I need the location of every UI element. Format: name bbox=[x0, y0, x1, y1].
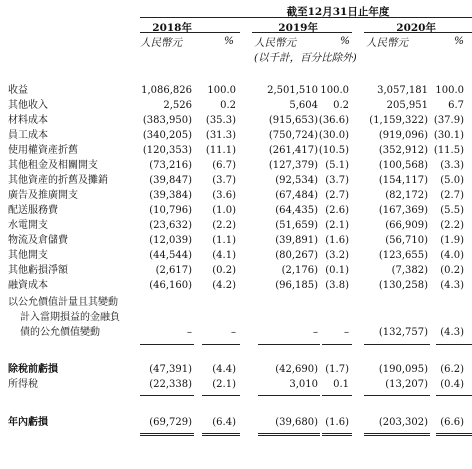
year-2019-header: 2019年 bbox=[278, 22, 318, 34]
table-row bbox=[0, 173, 472, 188]
cell-2020-percent: (3.3) bbox=[440, 160, 464, 171]
total-double-rule bbox=[436, 433, 472, 436]
fv-item-line-1 bbox=[0, 295, 472, 310]
cell-2020-percent: (5.5) bbox=[440, 205, 464, 216]
cell-2018-percent: (35.3) bbox=[205, 115, 236, 126]
cell-2019-amount: (96,185) bbox=[275, 280, 318, 291]
subtotal-rule bbox=[140, 344, 194, 345]
subtotal-rule bbox=[258, 395, 320, 396]
cell-2018-percent: (3.7) bbox=[212, 175, 236, 186]
cell-2019-amount: (42,690) bbox=[275, 364, 318, 375]
subtotal-rule bbox=[322, 395, 352, 396]
subtotal-rule bbox=[258, 344, 320, 345]
row-label: 其他虧損淨額 bbox=[8, 265, 68, 276]
cell-2020-amount: (352,912) bbox=[378, 145, 428, 156]
year-2019-rule bbox=[252, 32, 352, 33]
table-row bbox=[0, 233, 472, 248]
cell-2018-amount: (120,353) bbox=[142, 145, 192, 156]
table-row bbox=[0, 248, 472, 263]
cell-2019-amount: 5,604 bbox=[289, 100, 318, 111]
cell-2020-amount: (130,258) bbox=[378, 280, 428, 291]
cell-2019-percent: (10.5) bbox=[318, 145, 349, 156]
table-row bbox=[0, 203, 472, 218]
cell-2020-amount: (167,369) bbox=[378, 205, 428, 216]
cell-2020-percent: (4.3) bbox=[440, 280, 464, 291]
row-label: 年內虧損 bbox=[8, 417, 48, 428]
cell-2020-amount: (1,159,322) bbox=[369, 115, 428, 126]
cell-2020-amount: (132,757) bbox=[378, 327, 428, 338]
row-label: 融資成本 bbox=[8, 280, 48, 291]
row-label: 收益 bbox=[8, 85, 28, 96]
cell-2019-percent: (5.1) bbox=[325, 160, 349, 171]
cell-2019-amount: (127,379) bbox=[268, 160, 318, 171]
table-row bbox=[0, 188, 472, 203]
subtotal-rule bbox=[202, 344, 240, 345]
cell-2020-amount: (100,568) bbox=[378, 160, 428, 171]
row-label: 債的公允價值變動 bbox=[20, 327, 100, 338]
cell-2018-percent: 0.2 bbox=[220, 100, 236, 111]
cell-2018-amount: (23,632) bbox=[149, 220, 192, 231]
cell-2020-amount: (123,655) bbox=[378, 250, 428, 261]
subtotal-rule bbox=[436, 344, 472, 345]
table-row bbox=[0, 325, 472, 340]
row-label: 配送服務費 bbox=[8, 205, 58, 216]
row-label: 計入當期損益的金融負 bbox=[20, 312, 120, 323]
cell-2018-percent: (2.1) bbox=[212, 379, 236, 390]
table-row bbox=[0, 128, 472, 143]
cell-2019-amount: (750,724) bbox=[268, 130, 318, 141]
cell-2020-percent: 100.0 bbox=[435, 85, 464, 96]
subtotal-rule bbox=[364, 395, 430, 396]
cell-2018-amount: (2,617) bbox=[155, 265, 192, 276]
row-label: 其他開支 bbox=[8, 250, 48, 261]
cell-2019-amount: 3,010 bbox=[289, 379, 318, 390]
cell-2020-percent: (1.9) bbox=[440, 235, 464, 246]
row-label: 除稅前虧損 bbox=[8, 364, 58, 375]
cell-2019-amount: (915,653) bbox=[268, 115, 318, 126]
cell-2020-amount: (66,909) bbox=[385, 220, 428, 231]
row-label: 所得稅 bbox=[8, 379, 38, 390]
cell-2018-percent: 100.0 bbox=[207, 85, 236, 96]
cell-2019-amount: (51,659) bbox=[275, 220, 318, 231]
cell-2019-percent: (2.1) bbox=[325, 220, 349, 231]
cell-2020-amount: (203,302) bbox=[378, 417, 428, 428]
cell-2020-amount: (82,172) bbox=[385, 190, 428, 201]
cell-2019-amount: – bbox=[313, 327, 318, 338]
row-label: 以公允價值計量且其變動 bbox=[8, 297, 118, 308]
cell-2018-amount: (69,729) bbox=[149, 417, 192, 428]
cell-2020-percent: (6.2) bbox=[440, 364, 464, 375]
cell-2019-percent: (2.6) bbox=[325, 205, 349, 216]
cell-2020-amount: (919,096) bbox=[378, 130, 428, 141]
cell-2019-percent: (2.7) bbox=[325, 190, 349, 201]
cell-2020-amount: (190,095) bbox=[378, 364, 428, 375]
table-row bbox=[0, 143, 472, 158]
total-double-rule bbox=[364, 433, 430, 436]
income-tax-row bbox=[0, 377, 472, 392]
cell-2018-amount: (39,384) bbox=[149, 190, 192, 201]
cell-2019-percent: (30.0) bbox=[318, 130, 349, 141]
cell-2018-percent: (1.0) bbox=[212, 205, 236, 216]
row-label: 使用權資產折舊 bbox=[8, 145, 78, 156]
cell-2019-percent: – bbox=[344, 327, 349, 338]
cell-2020-percent: (2.2) bbox=[440, 220, 464, 231]
cell-2019-percent: (1.6) bbox=[325, 235, 349, 246]
year-2020-rule bbox=[364, 32, 472, 33]
cell-2020-percent: (2.7) bbox=[440, 190, 464, 201]
unit-2019-percent: % bbox=[340, 35, 350, 47]
cell-2019-percent: 0.1 bbox=[333, 379, 349, 390]
cell-2020-percent: (0.4) bbox=[440, 379, 464, 390]
total-double-rule bbox=[258, 433, 320, 436]
subtotal-rule bbox=[364, 344, 430, 345]
cell-2019-amount: (2,176) bbox=[281, 265, 318, 276]
cell-2018-amount: – bbox=[187, 327, 192, 338]
cell-2019-percent: (3.7) bbox=[325, 175, 349, 186]
cell-2020-percent: (6.6) bbox=[440, 417, 464, 428]
cell-2018-amount: (22,338) bbox=[149, 379, 192, 390]
cell-2020-amount: (56,710) bbox=[385, 235, 428, 246]
unit-2019-currency: 人民幣元 bbox=[254, 37, 296, 49]
cell-2018-percent: (4.1) bbox=[212, 250, 236, 261]
cell-2019-percent: (0.1) bbox=[325, 265, 349, 276]
cell-2018-amount: 1,086,826 bbox=[141, 85, 192, 96]
table-row bbox=[0, 278, 472, 293]
cell-2018-percent: (31.3) bbox=[205, 130, 236, 141]
cell-2018-amount: (47,391) bbox=[149, 364, 192, 375]
cell-2018-amount: (46,160) bbox=[149, 280, 192, 291]
cell-2018-amount: (383,950) bbox=[142, 115, 192, 126]
unit-2020-currency: 人民幣元 bbox=[366, 37, 408, 49]
cell-2020-percent: (5.0) bbox=[440, 175, 464, 186]
cell-2018-amount: (39,847) bbox=[149, 175, 192, 186]
cell-2018-amount: (10,796) bbox=[149, 205, 192, 216]
cell-2020-amount: (7,382) bbox=[391, 265, 428, 276]
cell-2018-percent: (6.7) bbox=[212, 160, 236, 171]
year-2018-header: 2018年 bbox=[152, 22, 192, 34]
cell-2019-percent: (1.6) bbox=[325, 417, 349, 428]
cell-2018-percent: (0.2) bbox=[212, 265, 236, 276]
cell-2020-amount: 205,951 bbox=[386, 100, 428, 111]
subtotal-rule bbox=[436, 395, 472, 396]
cell-2019-percent: (3.2) bbox=[325, 250, 349, 261]
cell-2018-percent: (4.4) bbox=[212, 364, 236, 375]
cell-2018-percent: – bbox=[231, 327, 236, 338]
cell-2019-percent: 100.0 bbox=[320, 85, 349, 96]
cell-2020-amount: 3,057,181 bbox=[377, 85, 428, 96]
row-label: 材料成本 bbox=[8, 115, 48, 126]
year-2018-rule bbox=[140, 32, 240, 33]
cell-2018-percent: (6.4) bbox=[212, 417, 236, 428]
row-label: 其他收入 bbox=[8, 100, 48, 111]
cell-2020-percent: 6.7 bbox=[448, 100, 464, 111]
row-label: 物流及倉儲費 bbox=[8, 235, 68, 246]
table-row bbox=[0, 113, 472, 128]
unit-2018-percent: % bbox=[224, 35, 234, 47]
cell-2018-percent: (4.2) bbox=[212, 280, 236, 291]
row-label: 水電開支 bbox=[8, 220, 48, 231]
unit-2018-currency: 人民幣元 bbox=[140, 37, 182, 49]
row-label: 其他資產的折舊及攤銷 bbox=[8, 175, 108, 186]
cell-2019-percent: (3.8) bbox=[325, 280, 349, 291]
cell-2020-amount: (13,207) bbox=[385, 379, 428, 390]
cell-2019-percent: 0.2 bbox=[333, 100, 349, 111]
loss-for-year-row bbox=[0, 415, 472, 430]
unit-2020-percent: % bbox=[454, 35, 464, 47]
cell-2019-amount: (64,435) bbox=[275, 205, 318, 216]
cell-2019-amount: (67,484) bbox=[275, 190, 318, 201]
cell-2019-amount: (80,267) bbox=[275, 250, 318, 261]
subtotal-rule bbox=[202, 395, 240, 396]
table-row bbox=[0, 263, 472, 278]
subtotal-rule bbox=[322, 344, 352, 345]
cell-2020-percent: (4.0) bbox=[440, 250, 464, 261]
total-double-rule bbox=[322, 433, 352, 436]
row-label: 廣告及推廣開支 bbox=[8, 190, 78, 201]
subtotal-rule bbox=[140, 395, 194, 396]
cell-2018-amount: (44,544) bbox=[149, 250, 192, 261]
loss-before-tax-row bbox=[0, 362, 472, 377]
table-row bbox=[0, 98, 472, 113]
cell-2019-amount: 2,501,510 bbox=[267, 85, 318, 96]
row-label: 其他租金及相關開支 bbox=[8, 160, 98, 171]
row-label: 員工成本 bbox=[8, 130, 48, 141]
period-rule bbox=[140, 17, 472, 18]
table-row bbox=[0, 158, 472, 173]
cell-2018-percent: (11.1) bbox=[205, 145, 236, 156]
cell-2020-percent: (0.2) bbox=[440, 265, 464, 276]
cell-2018-percent: (2.2) bbox=[212, 220, 236, 231]
total-double-rule bbox=[140, 433, 194, 436]
table-row bbox=[0, 83, 472, 98]
cell-2020-amount: (154,117) bbox=[378, 175, 428, 186]
cell-2018-amount: (73,216) bbox=[149, 160, 192, 171]
cell-2019-amount: (39,680) bbox=[275, 417, 318, 428]
cell-2018-percent: (1.1) bbox=[212, 235, 236, 246]
total-double-rule bbox=[202, 433, 240, 436]
cell-2019-amount: (92,534) bbox=[275, 175, 318, 186]
cell-2019-amount: (39,891) bbox=[275, 235, 318, 246]
cell-2019-amount: (261,417) bbox=[268, 145, 318, 156]
fv-item-line-2 bbox=[0, 310, 472, 325]
cell-2018-amount: 2,526 bbox=[163, 100, 192, 111]
cell-2018-percent: (3.6) bbox=[212, 190, 236, 201]
cell-2019-percent: (1.7) bbox=[325, 364, 349, 375]
cell-2018-amount: (12,039) bbox=[149, 235, 192, 246]
period-header: 截至12月31日止年度 bbox=[286, 6, 390, 18]
cell-2018-amount: (340,205) bbox=[142, 130, 192, 141]
units-note: (以千計，百分比除外) bbox=[254, 52, 357, 64]
cell-2020-percent: (30.1) bbox=[433, 130, 464, 141]
cell-2020-percent: (37.9) bbox=[433, 115, 464, 126]
table-row bbox=[0, 218, 472, 233]
year-2020-header: 2020年 bbox=[396, 22, 436, 34]
cell-2019-percent: (36.6) bbox=[318, 115, 349, 126]
cell-2020-percent: (4.3) bbox=[440, 327, 464, 338]
cell-2020-percent: (11.5) bbox=[433, 145, 464, 156]
